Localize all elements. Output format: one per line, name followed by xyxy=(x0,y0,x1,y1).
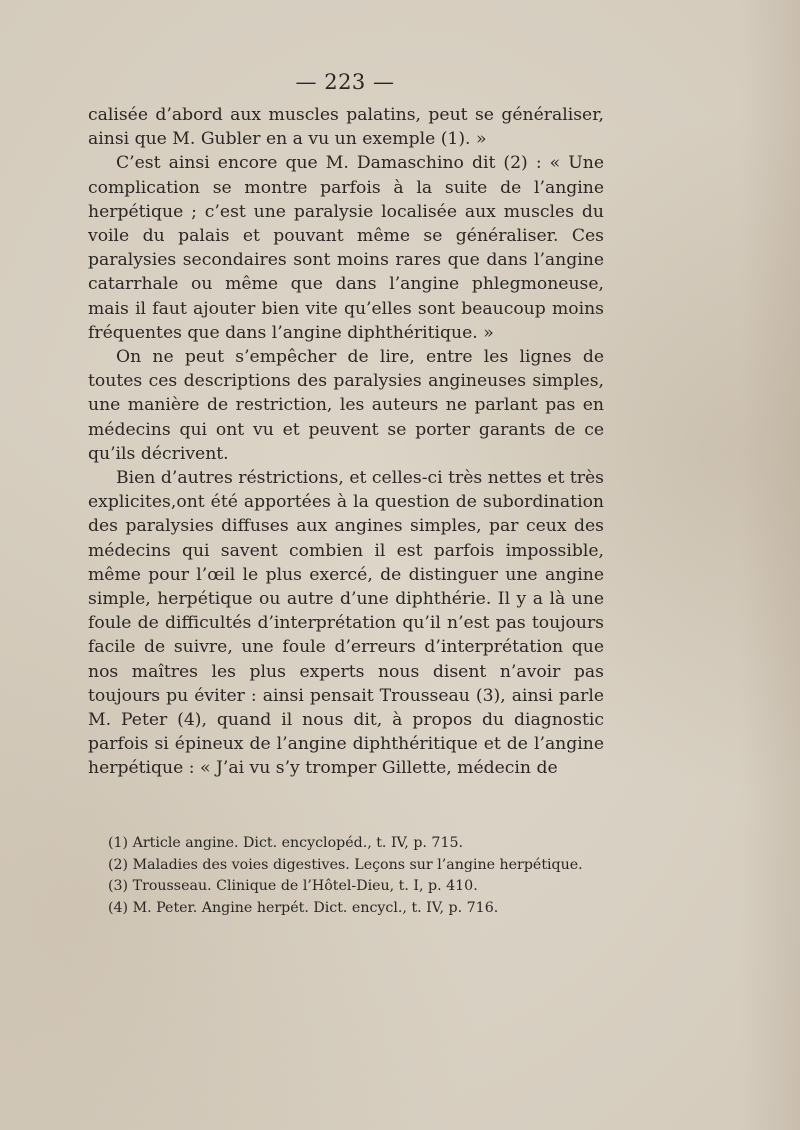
paragraph-restriction: On ne peut s’empêcher de lire, entre les lignes de toutes ces descriptions des paralysies angineuses simples, une manière de restriction, les auteurs ne parlant pas en médecins qui ont vu et peuvent se porter garants de ce qu’ils décrivent. xyxy=(88,347,604,464)
body-text xyxy=(88,103,604,781)
page-number: — 223 — xyxy=(295,70,395,94)
page-edge-shadow xyxy=(740,0,800,1130)
footnote-4: (4) M. Peter. Angine herpét. Dict. encycl., t. IV, p. 716. xyxy=(108,899,499,916)
paragraph-continuation: calisée d’abord aux muscles palatins, peut se généraliser, ainsi que M. Gubler en a vu un exemple (1). » xyxy=(88,105,604,150)
footnote-1: (1) Article angine. Dict. encyclopéd., t. IV, p. 715. xyxy=(108,835,464,851)
footnote-3: (3) Trousseau. Clinique de l’Hôtel-Dieu, t. I, p. 410. xyxy=(108,878,478,894)
paragraph-other-restrictions: Bien d’autres réstrictions, et celles-ci très nettes et très explicites,ont été apportées à la question de subordination des paralysies diffuses aux angines simples, par ceux des médecins qui savent combien il est parfois impossible, même pour l’œil le plus exercé, de distinguer une angine simple, herpétique ou autre d’une diphthérie. Il y a là une foule de difficultés d’interprétation qu’il n’est pas toujours facile de suivre, une foule d’erreurs d’interprétation que nos maîtres les plus experts nous disent n’avoir pas toujours pu éviter : ainsi pensait Trousseau (3), ainsi parle M. Peter (4), quand il nous dit, à propos du diagnostic parfois si épineux de l’angine diphthéritique et de l’angine herpétique : « J’ai vu s’y tromper Gillette, médecin de xyxy=(88,468,604,779)
paragraph-damaschino-quote: C’est ainsi encore que M. Damaschino dit (2) : « Une complication se montre parfois à la suite de l’angine herpétique ; c’est une paralysie localisée aux muscles du voile du palais et pouvant même se généraliser. Ces paralysies secondaires sont moins rares que dans l’angine catarrhale ou même que dans l’angine phlegmoneuse, mais il faut ajouter bien vite qu’elles sont beaucoup moins fréquentes que dans l’angine diphthéritique. » xyxy=(88,153,604,343)
footnotes xyxy=(108,833,608,919)
footnote-2: (2) Maladies des voies digestives. Leçons sur l’angine herpétique. xyxy=(108,856,583,873)
